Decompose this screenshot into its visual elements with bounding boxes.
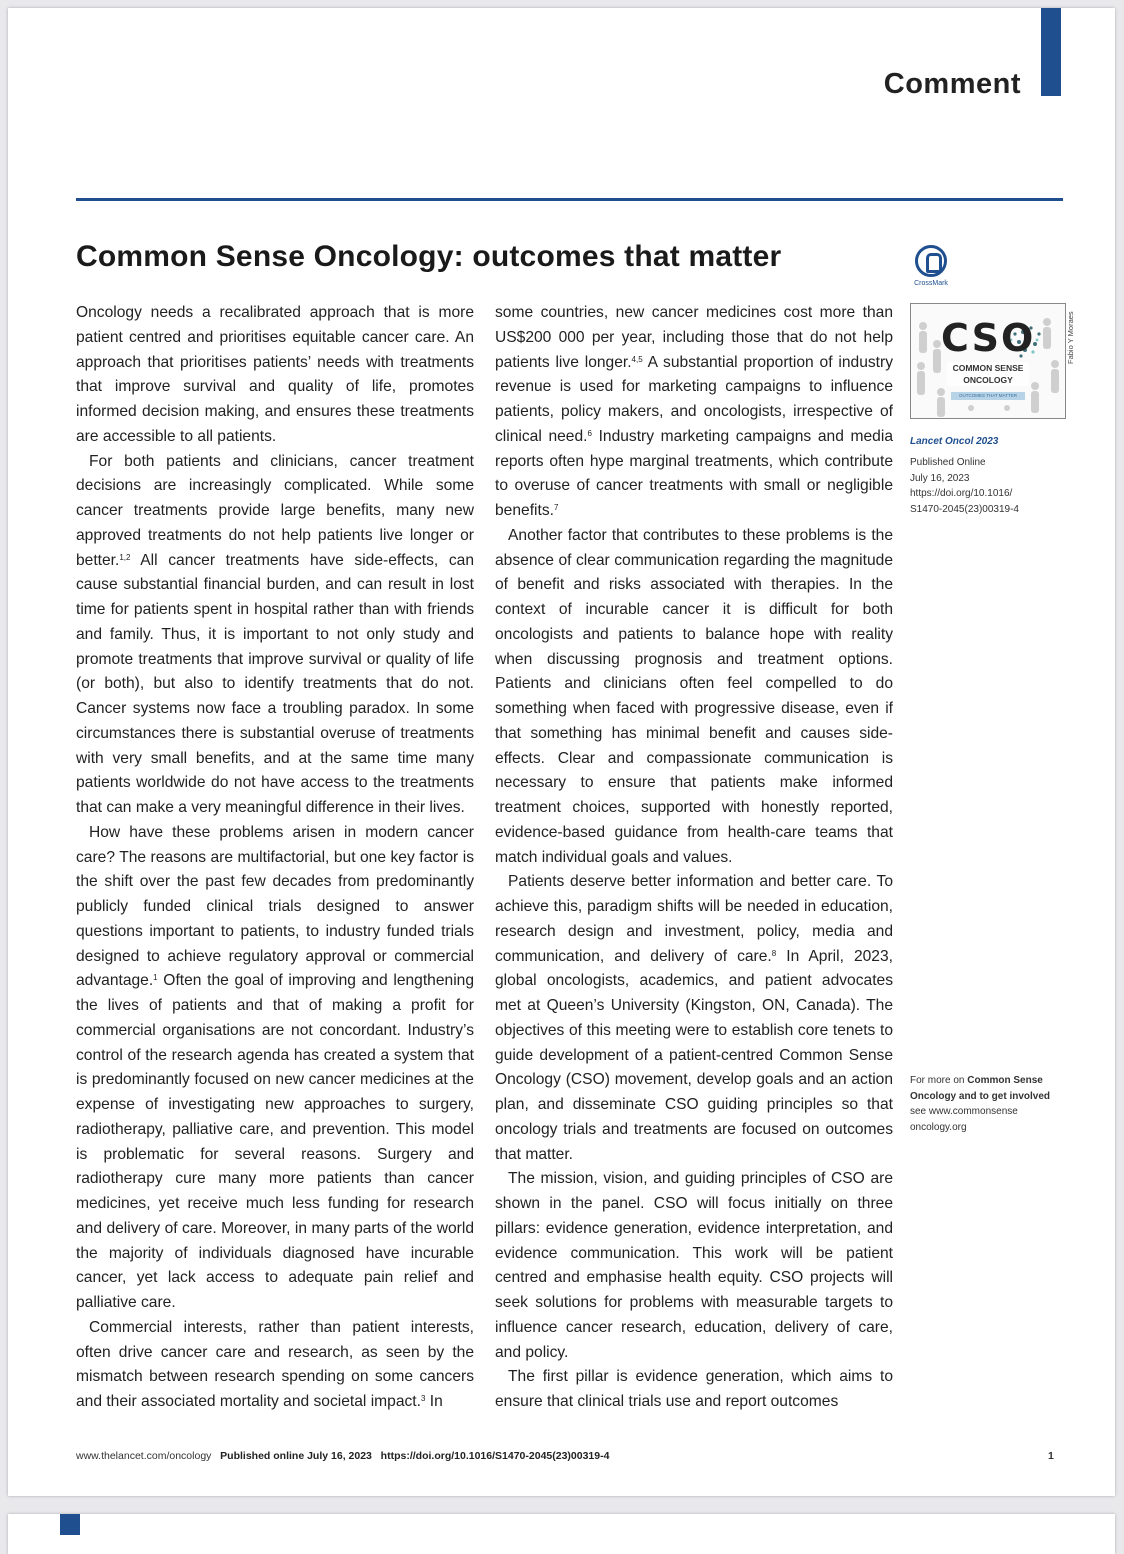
page-number: 1	[1048, 1450, 1054, 1462]
published-label: Published Online	[910, 457, 986, 468]
section-color-tab	[60, 1514, 80, 1535]
citation[interactable]: 1,2	[119, 552, 131, 562]
crossmark-badge[interactable]	[910, 245, 952, 287]
doi-link-cont[interactable]: S1470-2045(23)00319-4	[910, 503, 1019, 515]
body-column-right	[495, 301, 893, 1415]
doi-link[interactable]: https://doi.org/10.1016/	[910, 488, 1013, 499]
cso-logo-figure	[910, 303, 1066, 419]
cso-logo-tagline: OUTCOMES THAT MATTER	[951, 392, 1025, 400]
paragraph: Another factor that contributes to these problems is the absence of clear communication regarding the magnitude of benefit and risks associated with therapies. In the context of incurable cancer it is difficult for both oncologists and patients to balance hope with reality when discussing prognosis and treatment options. Patients and clinicians often feel compelled to do something when faced with progressive disease, even if that something has minimal benefit and causes side-effects. Clear and compassionate communication is necessary to ensure that patients make informed treatment choices, supported with honestly reported, evidence-based guidance from health-care teams that match individual goals and values.	[495, 526, 893, 866]
citation[interactable]: 1	[153, 973, 158, 983]
journal-url[interactable]: www.thelancet.com/oncology	[76, 1450, 212, 1462]
paragraph: How have these problems arisen in modern cancer care? The reasons are multifactorial, but one key factor is the shift over the past few decades from predominantly publicly funded clinical trials designed to answer questions important to patients, to industry funded trials designed to achieve regulatory approval or commercial advantage.$^1$ Often the goal of improving and lengthening the lives of patients and that of making a profit for commercial organisations are not concordant. Industry’s control of the research agenda has created a system that is predominantly focused on new cancer medicines at the expense of investigating new approaches to surgery, radiotherapy, palliative care, and prevention. This model is problematic for several reasons. Surgery and radiotherapy cure many more patients than cancer medicines, yet receive much less funding for research and delivery of care. Moreover, in many parts of the world the majority of individuals diagnosed have incurable cancer, yet lack access to adequate pain relief and palliative care.	[76, 823, 474, 1311]
paragraph: The mission, vision, and guiding principles of CSO are shown in the panel. CSO will focus initially on three pillars: evidence generation, evidence interpretation, and evidence communication. This work will be patient centred and emphasise health equity. CSO projects will seek solutions for problems with measurable targets to influence cancer research, education, delivery of care, and policy.	[495, 1170, 893, 1361]
cso-logo-subtitle: COMMON SENSE ONCOLOGY	[947, 362, 1029, 386]
paragraph: Patients deserve better information and better care. To achieve this, paradigm shifts will be needed in education, research design and investment, policy, media and communication, and delivery of care.$^8$ In April, 2023, global oncologists, academics, and patient advocates met at Queen’s University (Kingston, ON, Canada). The objectives of this meeting were to establish core tenets to guide development of a patient-centred Common Sense Oncology (CSO) movement, develop goals and an action plan, and disseminate CSO guiding principles so that oncology trials and treatments are focused on outcomes that matter.	[495, 873, 893, 1163]
more-info-title: Common Sense Oncology and to get involved	[910, 1075, 1051, 1102]
citation[interactable]: 6	[587, 428, 592, 438]
page-footer	[76, 1450, 609, 1462]
citation[interactable]: 8	[771, 948, 777, 958]
published-date: July 16, 2023	[910, 472, 970, 484]
journal-page	[8, 8, 1115, 1496]
paragraph: For both patients and clinicians, cancer treatment decisions are increasingly complicated. While some cancer treatments provide large benefits, many new approved treatments do not help patients live longer or better.$^{1,2}$ All cancer treatments have side-effects, can cause substantial financial burden, and can result in lost time for patients spent in hospital rather than with friends and family. Thus, it is important to not only study and promote treatments that improve survival or quality of life (or both), but also to identify treatments that do not. Cancer systems now face a troubling paradox. In some circumstances there is substantial overuse of treatments with very small benefits, and at the same time many patients worldwide do not have access to the treatments that can make a very meaningful difference in their lives.	[76, 452, 474, 816]
section-color-tab	[1041, 8, 1061, 96]
paragraph: The first pillar is evidence generation, which aims to ensure that clinical trials use and report outcomes	[495, 1368, 893, 1410]
header-rule	[76, 198, 1063, 201]
article-title: Common Sense Oncology: outcomes that matter	[76, 240, 782, 273]
journal-citation: Lancet Oncol 2023	[910, 436, 999, 447]
paragraph: some countries, new cancer medicines cost more than US$200 000 per year, including those that do not help patients live longer.$^{4,5}$ A substantial proportion of industry revenue is used for marketing campaigns to influence patients, policy makers, and oncologists, irrespective of clinical need.$^6$ Industry marketing campaigns and media reports often hype marginal treatments, which contribute to overuse of cancer treatments with small or negligible benefits.$^7$	[495, 304, 893, 519]
footer-doi[interactable]: https://doi.org/10.1016/S1470-2045(23)00319-4	[380, 1450, 610, 1462]
footer-published: Published online July 16, 2023	[220, 1450, 372, 1462]
citation[interactable]: 4,5	[631, 354, 643, 364]
body-column-left	[76, 301, 474, 1415]
paragraph: Oncology needs a recalibrated approach that is more patient centred and prioritises equitable cancer care. An approach that prioritises patients’ needs with treatments that improve survival and quality of life, promotes informed decision making, and ensures these treatments are accessible to all patients.	[76, 304, 474, 445]
section-label: Comment	[883, 68, 1021, 100]
publication-info	[910, 455, 1019, 517]
next-page-preview	[8, 1514, 1115, 1554]
cso-logo-text: CSO	[941, 316, 1036, 360]
more-info-note: For more on Common Sense Oncology and to get involved see www.commonsense oncology.org	[910, 1075, 1051, 1133]
citation[interactable]: 3	[420, 1394, 426, 1403]
crossmark-icon	[915, 245, 947, 277]
image-credit: Fabio Y Moraes	[1066, 311, 1075, 364]
crossmark-label: CrossMark	[914, 280, 948, 287]
website-link[interactable]: see www.commonsense oncology.org	[910, 1106, 1018, 1133]
paragraph: Commercial interests, rather than patient interests, often drive cancer care and research, as seen by the mismatch between research spending on some cancers and their associated mortality and societal impact.$^3$ In	[76, 1318, 474, 1410]
citation[interactable]: 7	[553, 503, 559, 512]
